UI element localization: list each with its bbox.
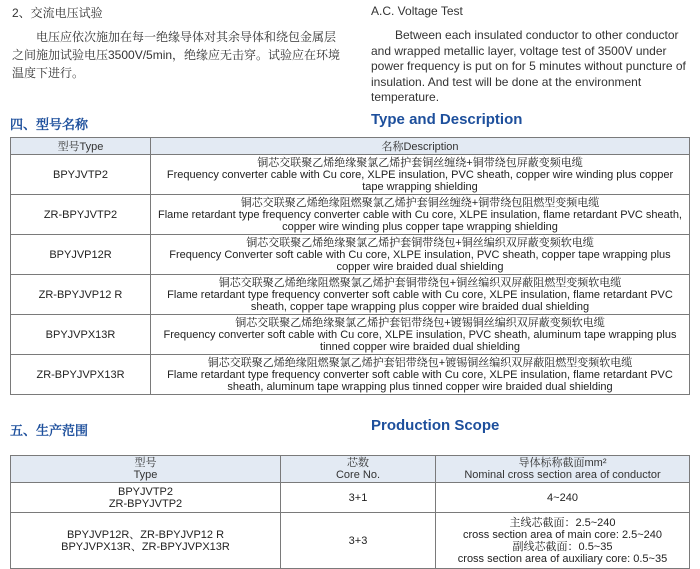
model-cell: ZR-BPYJVTP2 (11, 195, 151, 235)
model-cell: BPYJVPX13R (11, 315, 151, 355)
type-line: BPYJVP12R、ZR-BPYJVP12 R (66, 528, 225, 541)
header-cn: 型号 (134, 457, 157, 469)
table-row (11, 195, 690, 235)
model-cell: ZR-BPYJVP12 R (11, 275, 151, 315)
description-en: Frequency converter cable with Cu core, XLPE insulation, PVC sheath, copper wire winding plus copper tape wrapping shielding (166, 168, 674, 193)
type-line: BPYJVTP2 (117, 485, 174, 498)
type-heading-en: Type and Description (371, 111, 523, 128)
description-cn: 铜芯交联聚乙烯绝缘阻燃聚氯乙烯护套铜带绕包+铜丝编织双屏蔽阻燃型变频软电缆 (218, 276, 622, 289)
table-row (11, 155, 690, 195)
production-scope-table (10, 455, 690, 569)
type-line: BPYJVPX13R、ZR-BPYJVPX13R (61, 540, 230, 553)
col-area-header (436, 456, 690, 483)
table-header-row (11, 456, 690, 483)
model-cell: BPYJVP12R (11, 235, 151, 275)
scope-heading-cn: 五、生产范围 (10, 423, 89, 438)
description-cell (151, 235, 690, 275)
description-cell (151, 275, 690, 315)
description-cn: 铜芯交联聚乙烯绝缘聚氯乙烯护套铝带绕包+镀锡铜丝编织双屏蔽变频软电缆 (235, 316, 605, 329)
description-en: Frequency converter soft cable with Cu core, XLPE insulation, PVC sheath, aluminum tape wrapping plus tinned copper wire braided dual shielding (163, 328, 677, 353)
area-cell: 4~240 (436, 483, 690, 513)
description-en: Frequency Converter soft cable with Cu core, XLPE insulation, PVC sheath, copper tape wrapping plus copper wire braided dual shielding (169, 248, 671, 273)
type-cell (11, 513, 281, 569)
area-line: cross section area of main core: 2.5~240 (462, 528, 663, 541)
description-en: Flame retardant type frequency converter soft cable with Cu core, XLPE insulation, flame retardant PVC sheath, copper tape wrapping plus copper wire braided dual shielding (167, 288, 673, 313)
table-row (11, 355, 690, 395)
type-cell (11, 483, 281, 513)
voltage-test-title-en: A.C. Voltage Test (371, 4, 463, 18)
col-model-header: 型号Type (11, 138, 151, 155)
col-core-header (281, 456, 436, 483)
table-row (11, 513, 690, 569)
area-line: 主线芯截面：2.5~240 (509, 516, 616, 529)
header-en: Type (133, 469, 158, 481)
description-en: Flame retardant type frequency converter cable with Cu core, XLPE insulation, flame retardant PVC sheath, copper wire winding plus copper tape wrapping shielding (158, 208, 682, 233)
type-line: ZR-BPYJVTP2 (108, 497, 183, 510)
scope-heading-en: Production Scope (371, 417, 500, 434)
voltage-test-text-en: Between each insulated conductor to other conductor and wrapped metallic layer, voltage test of 3500V under power frequency is put on for 5 minutes without puncture of insulation. And test will be done at the environment temperature. (371, 28, 686, 104)
col-description-header: 名称Description (151, 138, 690, 155)
table-header-row (11, 138, 690, 155)
table-row (11, 275, 690, 315)
area-cell (436, 513, 690, 569)
header-en: Core No. (335, 469, 381, 481)
description-cn: 铜芯交联聚乙烯绝缘聚氯乙烯护套铜丝缠绕+铜带绕包屏蔽变频电缆 (257, 156, 583, 169)
table-row (11, 483, 690, 513)
area-line: 副线芯截面：0.5~35 (512, 540, 613, 553)
description-cn: 铜芯交联聚乙烯绝缘聚氯乙烯护套铜带绕包+铜丝编织双屏蔽变频软电缆 (246, 236, 594, 249)
header-cn: 导体标称截面mm² (518, 457, 607, 469)
description-cell (151, 315, 690, 355)
core-cell: 3+1 (281, 483, 436, 513)
type-heading-cn: 四、型号名称 (10, 117, 89, 132)
header-en: Nominal cross section area of conductor (464, 469, 661, 481)
core-cell: 3+3 (281, 513, 436, 569)
description-cell (151, 355, 690, 395)
voltage-test-text-cn: 电压应依次施加在每一绝缘导体对其余导体和绕包金属层之间施加试验电压3500V/5min，绝缘应无击穿。试验应在环境温度下进行。 (12, 30, 341, 80)
area-line: cross section area of auxiliary core: 0.5~35 (457, 552, 668, 565)
table-row (11, 315, 690, 355)
col-type-header (11, 456, 281, 483)
description-cell (151, 195, 690, 235)
header-cn: 芯数 (347, 457, 369, 469)
type-description-table (10, 137, 690, 395)
model-cell: BPYJVTP2 (11, 155, 151, 195)
description-cell (151, 155, 690, 195)
table-row (11, 235, 690, 275)
description-cn: 铜芯交联聚乙烯绝缘阻燃聚氯乙烯护套铜丝缠绕+铜带绕包阻燃型变频电缆 (240, 196, 600, 209)
voltage-test-title-cn: 2、交流电压试验 (12, 6, 103, 20)
model-cell: ZR-BPYJVPX13R (11, 355, 151, 395)
description-cn: 铜芯交联聚乙烯绝缘阻燃聚氯乙烯护套铝带绕包+镀锡铜丝编织双屏蔽阻燃型变频软电缆 (207, 356, 633, 369)
description-en: Flame retardant type frequency converter soft cable with Cu core, XLPE insulation, flame retardant PVC sheath, aluminum tape wrapping plus tinned copper wire braided dual shielding (167, 368, 673, 393)
